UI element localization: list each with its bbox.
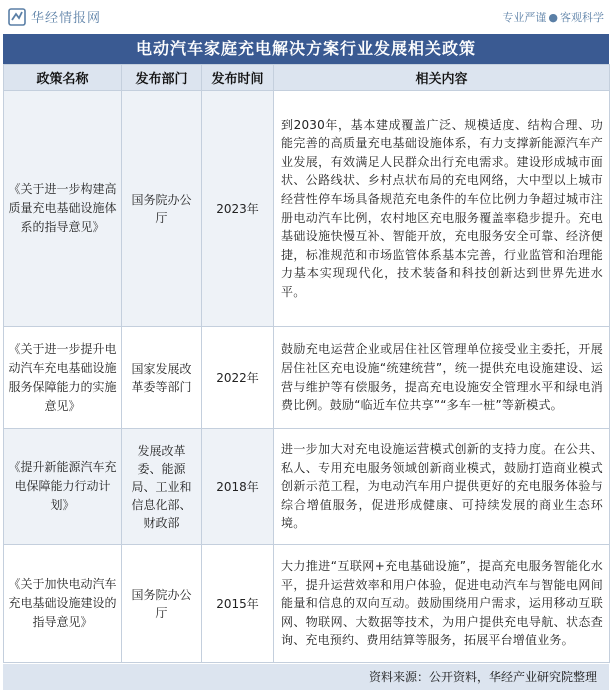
policy-dept: 发展改革委、能源局、工业和信息化部、财政部: [122, 429, 202, 545]
policy-content: 到2030年，基本建成覆盖广泛、规模适度、结构合理、功能完善的高质量充电基础设施体系，有力支撑新能源汽车产业发展，有效满足人民群众出行充电需求。建设形成城市面状、公路线状、乡村点状布局的充电网络，大中型以上城市经营性停车场具备规范充电条件的车位比例力争超过城市注册电动汽车比例，农村地区充电服务覆盖率稳步提升。充电基础设施快慢互补、智能开放，充电服务安全可靠、经济便捷，标准规范和市场监管体系基本完善，行业监管和治理能力基本实现现代化，技术装备和科技创新达到世界先进水平。: [274, 91, 610, 327]
policy-content: 大力推进“互联网+充电基础设施”，提高充电服务智能化水平，提升运营效率和用户体验，促进电动汽车与智能电网间能量和信息的双向互动。鼓励围绕用户需求，运用移动互联网、物联网、大数据等技术，为用户提供充电导航、状态查询、充电预约、费用结算等服务，拓展平台增值业务。: [274, 545, 610, 663]
table-row: [4, 545, 610, 663]
policy-dept: 国家发展改革委等部门: [122, 327, 202, 429]
policy-content: 鼓励充电运营企业或居住社区管理单位接受业主委托，开展居住社区充电设施“统建统营”，统一提供充电设施建设、运营与维护等有偿服务，提高充电设施安全管理水平和绿电消费比例。鼓励“临近车位共享”“多车一桩”等新模式。: [274, 327, 610, 429]
table-row: [4, 91, 610, 327]
slogan-left: 专业严谨: [502, 11, 547, 24]
policy-name: 《提升新能源汽车充电保障能力行动计划》: [4, 429, 122, 545]
policy-name: 《关于进一步构建高质量充电基础设施体系的指导意见》: [4, 91, 122, 327]
policy-table: [3, 64, 610, 663]
policy-dept: 国务院办公厅: [122, 91, 202, 327]
table-row: [4, 429, 610, 545]
page-title: 电动汽车家庭充电解决方案行业发展相关政策: [3, 34, 609, 64]
policy-year: 2015年: [202, 545, 274, 663]
column-header-content: 相关内容: [274, 65, 610, 91]
column-header-dept: 发布部门: [122, 65, 202, 91]
logo-text: 华经情报网: [31, 11, 102, 26]
table-header-row: [4, 65, 610, 91]
slogan-right: 客观科学: [560, 11, 604, 24]
source-footer: 资料来源：公开资料，华经产业研究院整理: [3, 664, 609, 690]
column-header-year: 发布时间: [202, 65, 274, 91]
slogan: [502, 9, 604, 25]
brand-logo: [8, 7, 101, 26]
slogan-dot: ●: [548, 11, 558, 24]
policy-year: 2022年: [202, 327, 274, 429]
table-row: [4, 327, 610, 429]
logo-icon: [8, 8, 26, 26]
column-header-name: 政策名称: [4, 65, 122, 91]
policy-name: 《关于加快电动汽车充电基础设施建设的指导意见》: [4, 545, 122, 663]
policy-dept: 国务院办公厅: [122, 545, 202, 663]
policy-year: 2018年: [202, 429, 274, 545]
policy-year: 2023年: [202, 91, 274, 327]
policy-name: 《关于进一步提升电动汽车充电基础设施服务保障能力的实施意见》: [4, 327, 122, 429]
top-bar: [0, 0, 612, 34]
policy-content: 进一步加大对充电设施运营模式创新的支持力度。在公共、私人、专用充电服务领域创新商业模式，鼓励打造商业模式创新示范工程，为电动汽车用户提供更好的充电服务体验与综合增值服务，促进形成健康、可持续发展的商业生态环境。: [274, 429, 610, 545]
